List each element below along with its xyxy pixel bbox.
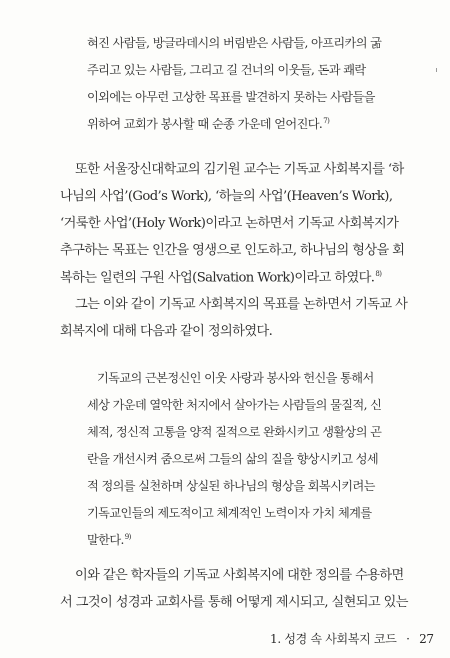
quote-text: 위하여 교회가 봉사할 때 순종 가운데 얻어진다. xyxy=(87,117,323,132)
quote-line xyxy=(87,118,329,130)
paragraph-line: 서 그것이 성경과 교회사를 통해 어떻게 제시되고, 실현되고 있는 xyxy=(60,595,408,610)
paragraph-line: 나님의 사업’(God’s Work), ‘하늘의 사업’(Heaven’s Work), xyxy=(60,189,393,204)
quote-line xyxy=(87,534,131,546)
page-number: 27 xyxy=(419,632,434,646)
chapter-title: 1. 성경 속 사회복지 코드 xyxy=(270,632,397,646)
quote-line: 적 정의를 실천하며 상실된 하나님의 형상을 회복시키려는 xyxy=(87,479,375,493)
footnote-marker: 7) xyxy=(323,117,330,125)
quote-line: 세상 가운데 열악한 처지에서 살아가는 사람들의 물질적, 신 xyxy=(87,398,382,412)
quote-line: 이외에는 아무런 고상한 목표를 발견하지 못하는 사람들을 xyxy=(87,90,375,104)
quote-line: 란을 개선시켜 줌으로써 그들의 삶의 질을 향상시키고 성세 xyxy=(87,452,379,466)
paragraph-line: 또한 서울장신대학교의 김기원 교수는 기독교 사회복지를 ‘하 xyxy=(75,162,404,177)
paragraph-line xyxy=(60,271,381,285)
quote-line: 기독교의 근본정신인 이웃 사랑과 봉사와 헌신을 통해서 xyxy=(97,371,374,385)
paragraph-line: 추구하는 목표는 인간을 영생으로 인도하고, 하나님의 형상을 회 xyxy=(60,243,405,258)
paragraph-text: 복하는 일련의 구원 사업(Salvation Work)이라고 하였다. xyxy=(60,270,375,286)
margin-mark xyxy=(436,68,437,72)
quote-line: 체적, 정신적 고통을 양적 질적으로 완화시키고 생활상의 곤 xyxy=(87,425,382,439)
page-footer xyxy=(270,630,434,647)
footnote-marker: 8) xyxy=(375,270,382,278)
quote-line: 혀진 사람들, 방글라데시의 버림받은 사람들, 아프리카의 굶 xyxy=(87,36,382,50)
quote-text: 말한다. xyxy=(87,533,124,548)
paragraph-line: 그는 이와 같이 기독교 사회복지의 목표를 논하면서 기독교 사 xyxy=(75,297,408,312)
footnote-marker: 9) xyxy=(124,533,131,541)
footer-separator: · xyxy=(406,632,410,646)
paragraph-line: 회복지에 대해 다음과 같이 정의하였다. xyxy=(60,324,273,339)
quote-line: 기독교인들의 제도적이고 체계적인 노력이자 가치 체계를 xyxy=(87,506,372,520)
paragraph-line: 이와 같은 학자들의 기독교 사회복지에 대한 정의를 수용하면 xyxy=(75,568,404,583)
paragraph-line: ‘거룩한 사업’(Holy Work)이라고 논하면서 기독교 사회복지가 xyxy=(60,216,399,231)
quote-line: 주리고 있는 사람들, 그리고 길 건너의 이웃들, 돈과 쾌락 xyxy=(87,63,366,77)
